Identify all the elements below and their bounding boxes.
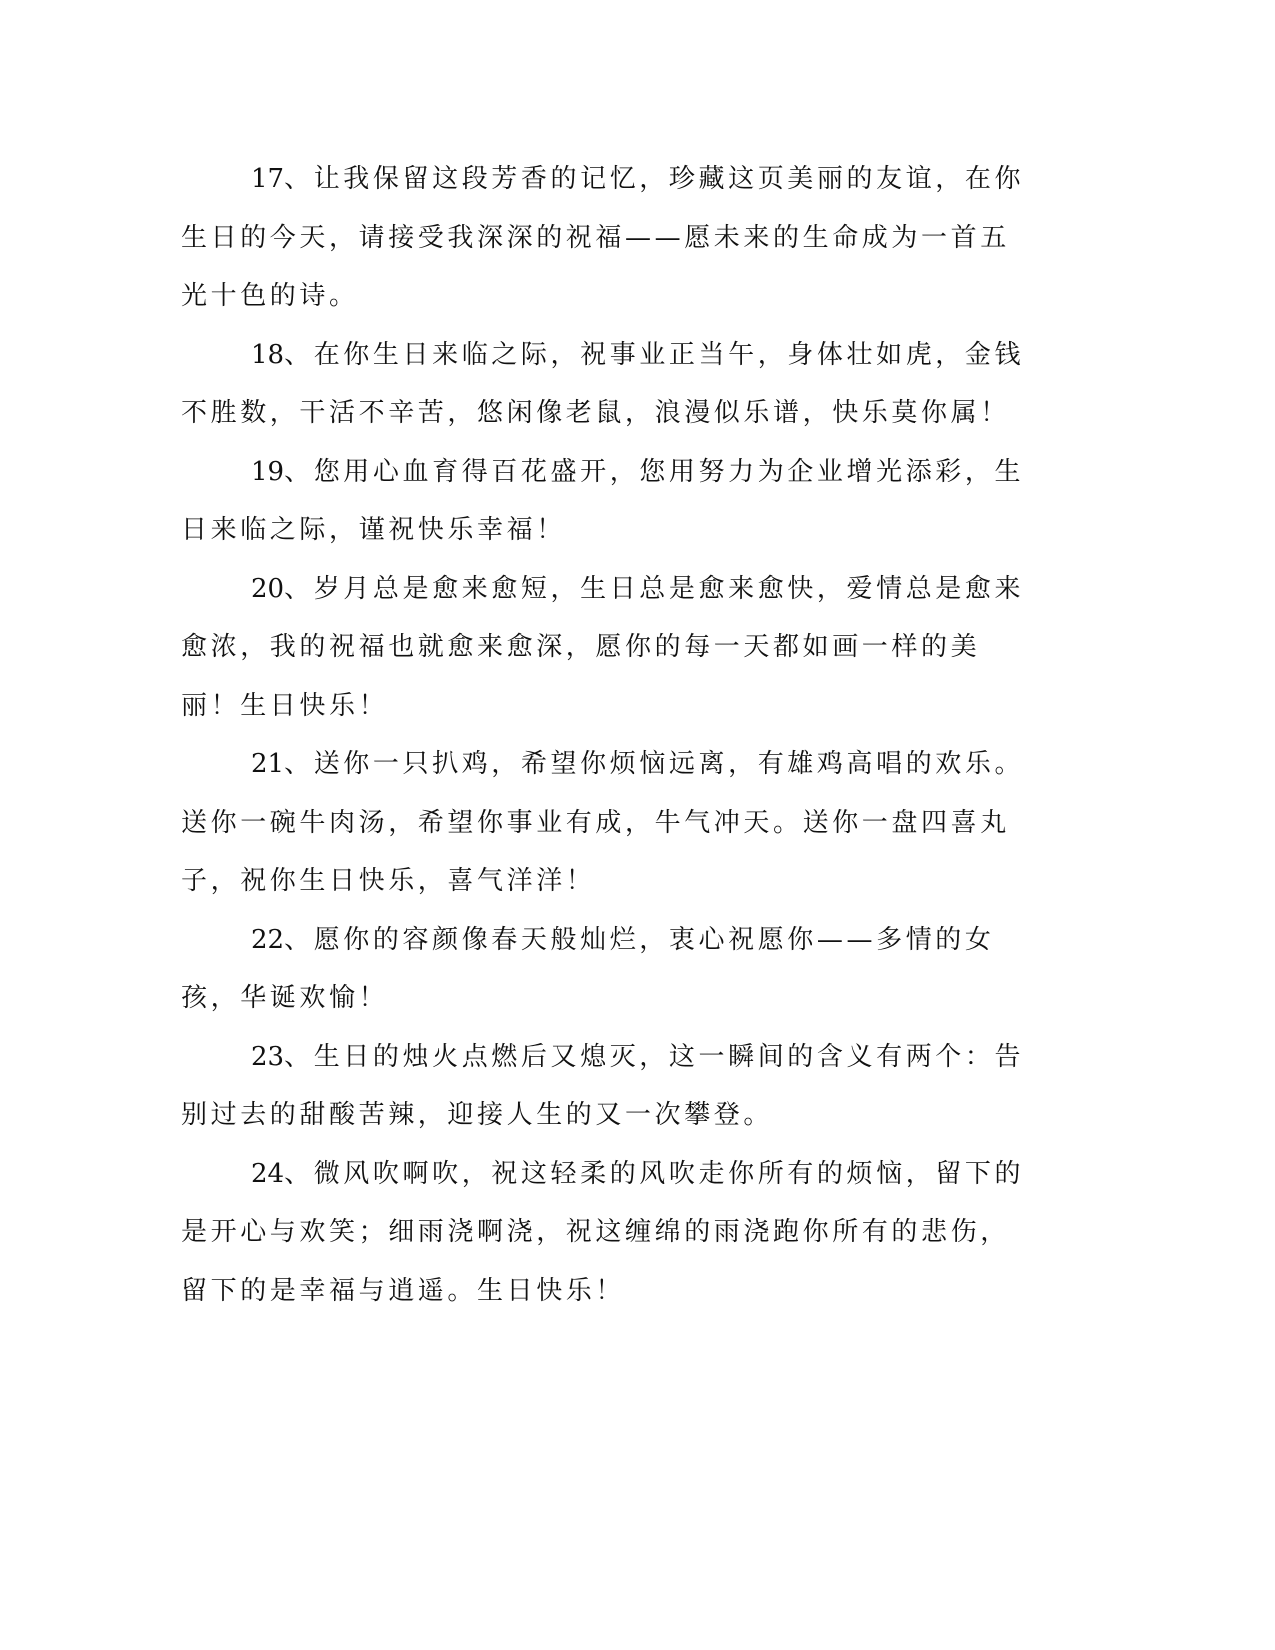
paragraph-text: 、岁月总是愈来愈短，生日总是愈来愈快，爱情总是愈来愈浓，我的祝福也就愈来愈深，愿你的每一天都如画一样的美丽！生日快乐！ bbox=[181, 573, 1025, 721]
paragraph-text: 、愿你的容颜像春天般灿烂，衷心祝愿你——多情的女孩，华诞欢愉！ bbox=[181, 924, 995, 1013]
paragraph-text: 、送你一只扒鸡，希望你烦恼远离，有雄鸡高唱的欢乐。送你一碗牛肉汤，希望你事业有成，牛气冲天。送你一盘四喜丸子，祝你生日快乐，喜气洋洋！ bbox=[181, 749, 1025, 896]
paragraph-18 bbox=[181, 326, 1036, 443]
paragraph-number: 24 bbox=[251, 1158, 285, 1189]
paragraph-text: 、您用心血育得百花盛开，您用努力为企业增光添彩，生日来临之际，谨祝快乐幸福！ bbox=[181, 456, 1025, 545]
paragraph-text: 、生日的烛火点燃后又熄灭，这一瞬间的含义有两个：告别过去的甜酸苦辣，迎接人生的又一次攀登。 bbox=[181, 1041, 1025, 1130]
paragraph-text: 、微风吹啊吹，祝这轻柔的风吹走你所有的烦恼，留下的是开心与欢笑；细雨浇啊浇，祝这缠绵的雨浇跑你所有的悲伤，留下的是幸福与逍遥。生日快乐！ bbox=[181, 1158, 1025, 1306]
paragraph-19 bbox=[181, 443, 1036, 560]
paragraph-number: 22 bbox=[251, 924, 285, 955]
document-body bbox=[181, 150, 1036, 1320]
paragraph-24 bbox=[181, 1145, 1036, 1321]
paragraph-20 bbox=[181, 560, 1036, 736]
paragraph-text: 、在你生日来临之际，祝事业正当午，身体壮如虎，金钱不胜数，干活不辛苦，悠闲像老鼠，浪漫似乐谱，快乐莫你属！ bbox=[181, 339, 1025, 428]
paragraph-number: 17 bbox=[251, 164, 285, 194]
paragraph-number: 19 bbox=[251, 456, 285, 487]
paragraph-21 bbox=[181, 735, 1036, 911]
paragraph-number: 20 bbox=[251, 573, 285, 604]
paragraph-number: 18 bbox=[251, 339, 285, 370]
paragraph-22 bbox=[181, 911, 1036, 1028]
paragraph-17 bbox=[181, 150, 1036, 326]
paragraph-number: 23 bbox=[251, 1041, 285, 1072]
paragraph-number: 21 bbox=[251, 749, 285, 779]
paragraph-23 bbox=[181, 1028, 1036, 1145]
paragraph-text: 、让我保留这段芳香的记忆，珍藏这页美丽的友谊，在你生日的今天，请接受我深深的祝福——愿未来的生命成为一首五光十色的诗。 bbox=[181, 164, 1025, 311]
